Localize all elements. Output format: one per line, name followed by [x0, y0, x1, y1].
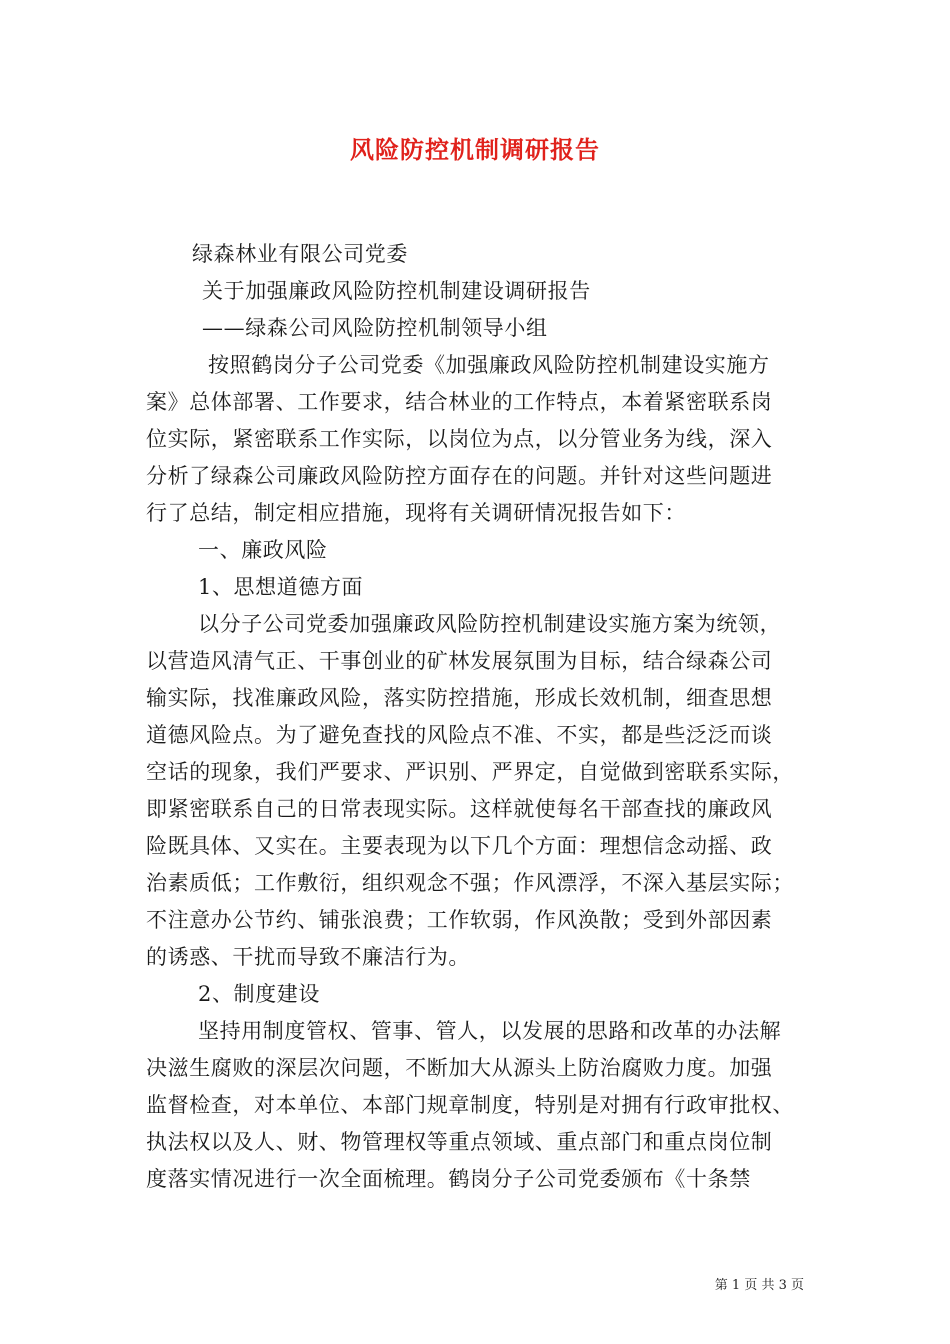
text-line: 关于加强廉政风险防控机制建设调研报告	[202, 279, 591, 303]
text-line: 的诱惑、干扰而导致不廉洁行为。	[146, 945, 470, 969]
text-line: 险既具体、又实在。主要表现为以下几个方面：理想信念动摇、政	[146, 834, 773, 858]
text-line: 度落实情况进行一次全面梳理。鹤岗分子公司党委颁布《十条禁	[146, 1167, 751, 1191]
text-line: 空话的现象，我们严要求、严识别、严界定，自觉做到密联系实际，	[146, 760, 794, 784]
text-line: 以分子公司党委加强廉政风险防控机制建设实施方案为统领，	[198, 612, 782, 636]
text-line: 按照鹤岗分子公司党委《加强廉政风险防控机制建设实施方	[208, 353, 770, 377]
text-line: 以营造风清气正、干事创业的矿林发展氛围为目标，结合绿森公司	[146, 649, 773, 673]
text-line: 位实际，紧密联系工作实际，以岗位为点，以分管业务为线，深入	[146, 427, 773, 451]
subsection-heading: 1、思想道德方面	[198, 575, 364, 599]
text-line: 绿森林业有限公司党委	[192, 242, 408, 266]
document-title: 风险防控机制调研报告	[350, 135, 600, 164]
text-line: 案》总体部署、工作要求，结合林业的工作特点，本着紧密联系岗	[146, 390, 773, 414]
document-body	[146, 236, 808, 1198]
page-number: 第 1 页 共 3 页	[714, 1278, 804, 1293]
text-line: 不注意办公节约、铺张浪费；工作软弱，作风涣散；受到外部因素	[146, 908, 773, 932]
text-line: 监督检查，对本单位、本部门规章制度，特别是对拥有行政审批权、	[146, 1093, 794, 1117]
text-line: 坚持用制度管权、管事、管人，以发展的思路和改革的办法解	[198, 1019, 782, 1043]
section-heading: 一、廉政风险	[198, 538, 328, 562]
text-line: 执法权以及人、财、物管理权等重点领域、重点部门和重点岗位制	[146, 1130, 773, 1154]
subsection-heading: 2、制度建设	[198, 982, 320, 1006]
text-line: 即紧密联系自己的日常表现实际。这样就使每名干部查找的廉政风	[146, 797, 773, 821]
text-line: ——绿森公司风险防控机制领导小组	[202, 316, 548, 340]
text-line: 决滋生腐败的深层次问题，不断加大从源头上防治腐败力度。加强	[146, 1056, 773, 1080]
text-line: 治素质低；工作敷衍，组织观念不强；作风漂浮，不深入基层实际；	[146, 871, 794, 895]
text-line: 道德风险点。为了避免查找的风险点不准、不实，都是些泛泛而谈	[146, 723, 773, 747]
text-line: 分析了绿森公司廉政风险防控方面存在的问题。并针对这些问题进	[146, 464, 773, 488]
text-line: 输实际，找准廉政风险，落实防控措施，形成长效机制，细查思想	[146, 686, 773, 710]
text-line: 行了总结，制定相应措施，现将有关调研情况报告如下：	[146, 501, 686, 525]
